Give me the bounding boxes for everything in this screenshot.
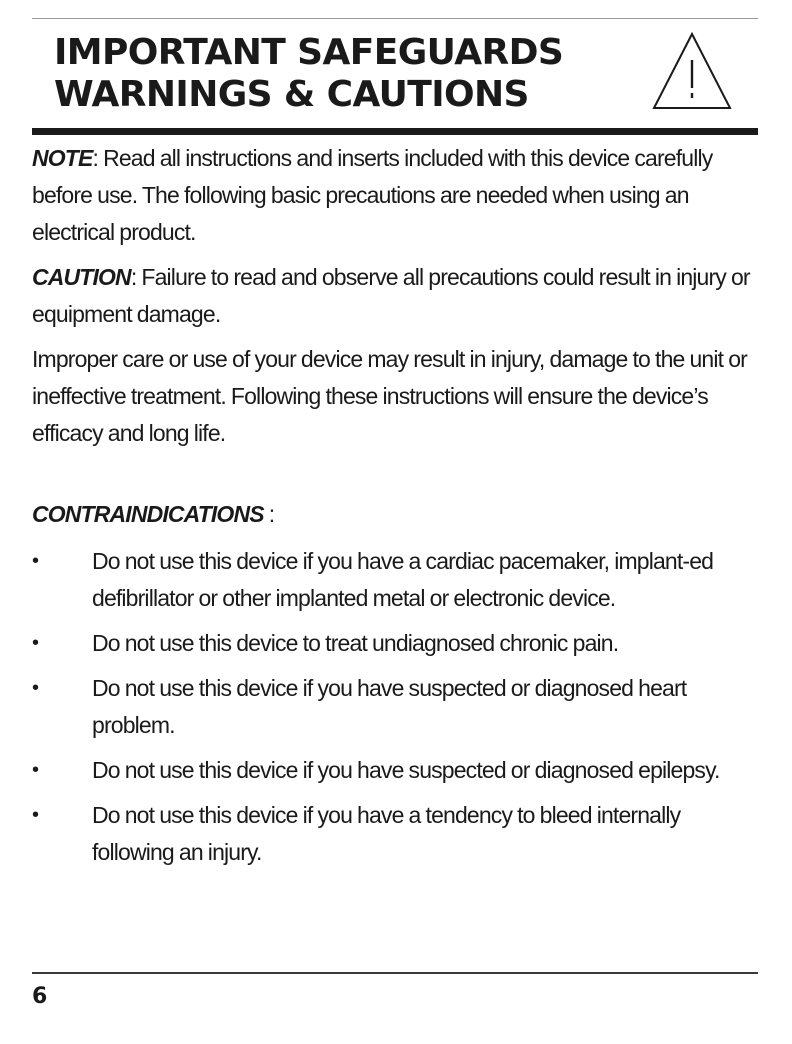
bullet-icon: • xyxy=(32,677,39,699)
list-item xyxy=(32,670,758,744)
bullet-icon: • xyxy=(32,632,39,654)
header-divider xyxy=(32,128,758,135)
list-item-text: Do not use this device if you have suspected or diagnosed epilepsy. xyxy=(92,757,720,783)
list-item xyxy=(32,625,758,662)
top-rule xyxy=(32,18,758,19)
contraindications-label: CONTRAINDICATIONS xyxy=(32,501,264,527)
caution-label: CAUTION xyxy=(32,264,131,290)
list-item xyxy=(32,797,758,871)
list-item-text: Do not use this device if you have a tendency to bleed internally following an injury. xyxy=(92,802,681,865)
contraindications-list xyxy=(32,543,758,871)
footer-divider xyxy=(32,972,758,974)
note-label: NOTE xyxy=(32,145,93,171)
warning-triangle-icon xyxy=(650,30,734,112)
note-text: : Read all instructions and inserts included with this device carefully before use. The following basic precautions are needed when using an electrical product. xyxy=(32,145,713,245)
list-item-text: Do not use this device to treat undiagnosed chronic pain. xyxy=(92,630,619,656)
page-title xyxy=(54,32,563,116)
caution-text: : Failure to read and observe all precautions could result in injury or equipment damage. xyxy=(32,264,750,327)
list-item-text: Do not use this device if you have a cardiac pacemaker, implant-ed defibrillator or other implanted metal or electronic device. xyxy=(92,548,714,611)
list-item xyxy=(32,752,758,789)
bullet-icon: • xyxy=(32,804,39,826)
list-item-text: Do not use this device if you have suspected or diagnosed heart problem. xyxy=(92,675,687,738)
improper-care-paragraph: Improper care or use of your device may result in injury, damage to the unit or ineffective treatment. Following these instructions will ensure the device’s efficacy and long life. xyxy=(32,346,747,446)
content-body xyxy=(32,140,758,879)
note-paragraph xyxy=(32,140,758,251)
bullet-icon: • xyxy=(32,759,39,781)
contraindications-colon: : xyxy=(263,501,275,527)
caution-paragraph xyxy=(32,259,758,333)
page-number: 6 xyxy=(32,984,48,1009)
page-header xyxy=(32,28,758,128)
list-item xyxy=(32,543,758,617)
contraindications-heading xyxy=(32,496,758,533)
bullet-icon: • xyxy=(32,550,39,572)
title-line-1: IMPORTANT SAFEGUARDS xyxy=(54,32,564,73)
title-line-2: WARNINGS & CAUTIONS xyxy=(54,74,529,115)
